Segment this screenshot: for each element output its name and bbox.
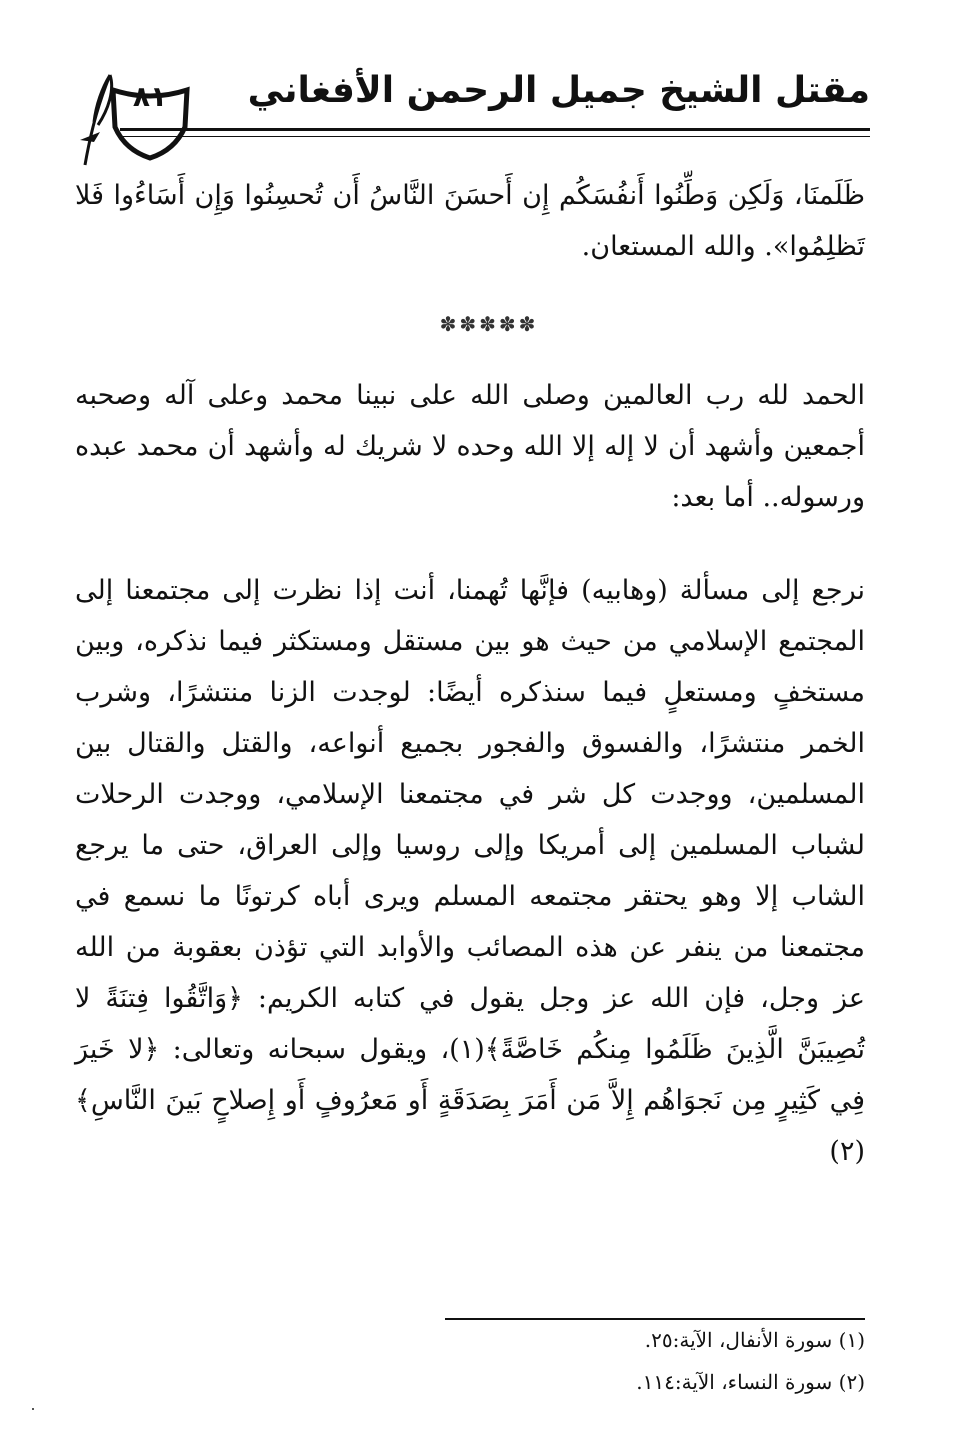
header-rule (120, 128, 870, 131)
paragraph-1: ظَلَمنَا، وَلَكِن وَطِّنُوا أَنفُسَكُم إِن أَحسَنَ النَّاسُ أَن تُحسِنُوا وَإِن أَسَاءُوا فَلا تَظلِمُوا». والله المستعان. (75, 180, 865, 262)
paragraph-3: نرجع إلى مسألة (وهابيه) فإنَّها تُهمنا، أنت إذا نظرت إلى مجتمعنا إلى المجتمع الإسلامي من حيث هو بين مستقل ومستكثر فيما نذكره، وبين مستخفٍ ومستعلٍ فيما سنذكره أيضًا: لوجدت الزنا منتشرًا، وشرب الخمر منتشرًا، والفسوق والفجور بجميع أنواعه، والقتل والقتال بين المسلمين، ووجدت كل شر في مجتمعنا الإسلامي، ووجدت الرحلات لشباب المسلمين إلى أمريكا وإلى روسيا وإلى العراق، حتى ما يرجع الشاب إلا وهو يحتقر مجتمعه المسلم ويرى أباه كرتونًا ما نسمع في مجتمعنا من ينفر عن هذه المصائب والأوابد التي تؤذن بعقوبة من الله عز وجل، فإن الله عز وجل يقول في كتابه الكريم: ﴿وَاتَّقُوا فِتنَةً لا تُصِيبَنَّ الَّذِينَ ظَلَمُوا مِنكُم خَاصَّةً﴾(١)، ويقول سبحانه وتعالى: ﴿لا خَيرَ فِي كَثِيرٍ مِن نَجوَاهُم إِلاَّ مَن أَمَرَ بِصَدَقَةٍ أَو مَعرُوفٍ أَو إِصلاحٍ بَينَ النَّاسِ﴾(٢) (75, 575, 865, 1167)
page-header (60, 60, 870, 170)
running-title: مقتل الشيخ جميل الرحمن الأفغاني (247, 70, 870, 111)
header-rule-thin (120, 136, 870, 137)
footnote-1: (١) سورة الأنفال، الآية:٢٥. (644, 1328, 865, 1352)
footnote-2: (٢) سورة النساء، الآية:١١٤. (636, 1370, 865, 1394)
scan-dot (32, 1408, 34, 1410)
paragraph-2: الحمد لله رب العالمين وصلى الله على نبينا محمد وعلى آله وصحبه أجمعين وأشهد أن لا إله إلا الله وحده لا شريك له وأشهد أن محمد عبده ورسوله.. أما بعد: (75, 380, 865, 513)
footnote-rule (445, 1318, 865, 1320)
section-separator: ✽✽✽✽✽ (439, 312, 539, 336)
page-number: ٨١ (132, 80, 168, 113)
